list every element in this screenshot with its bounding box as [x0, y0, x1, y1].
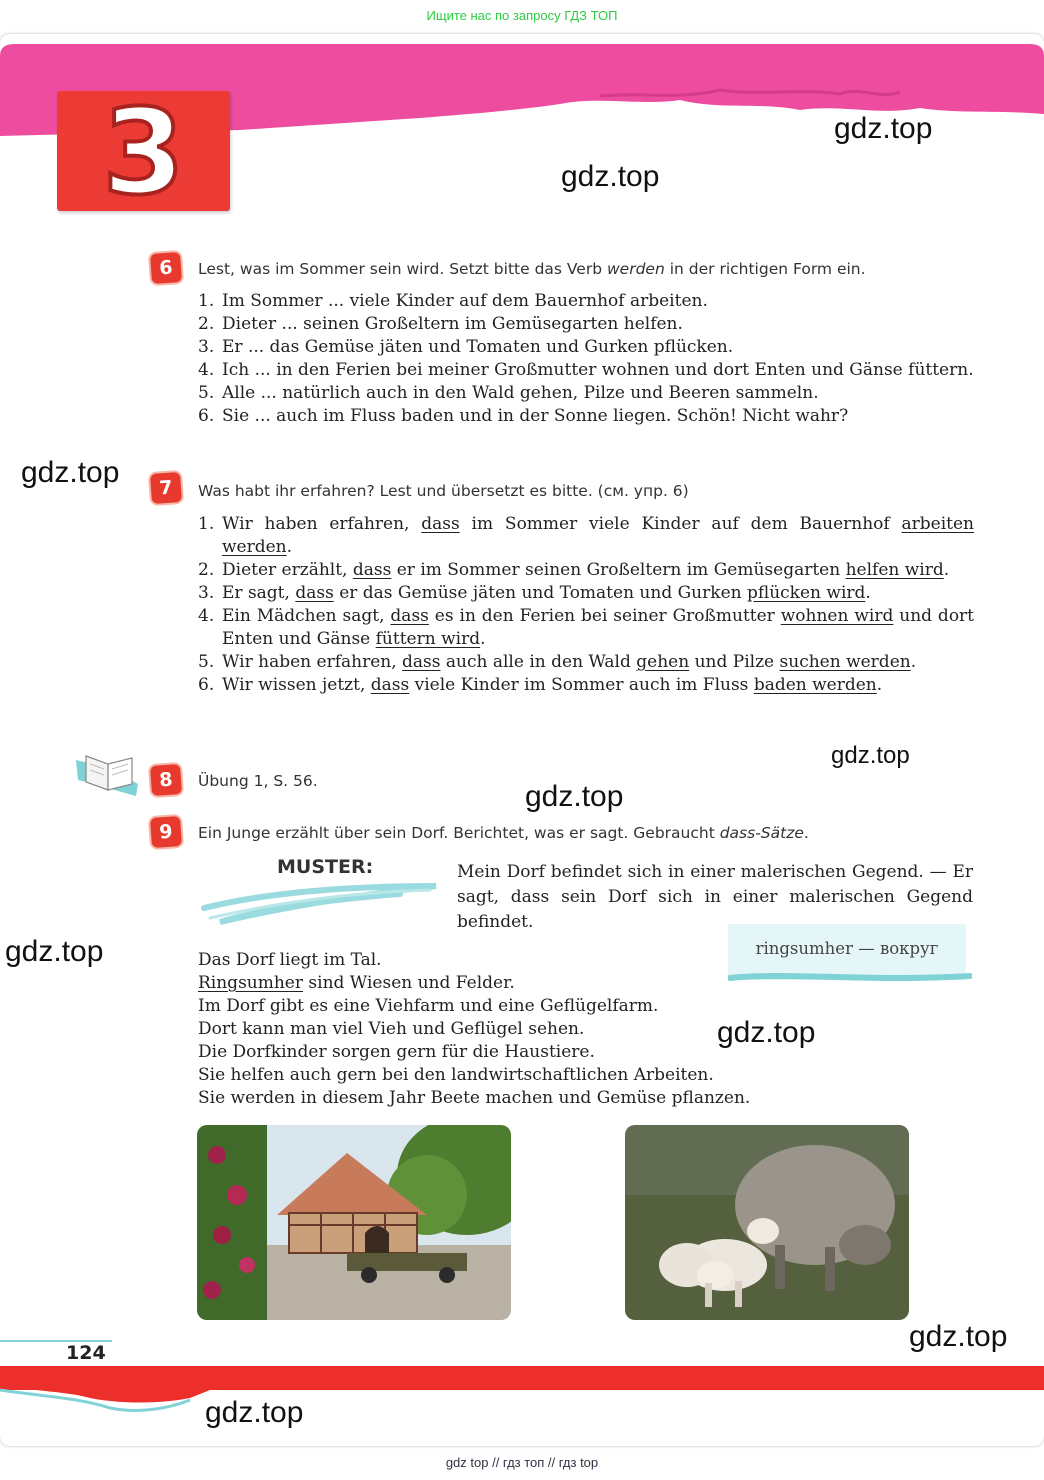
- text-fragment: es in den Ferien bei seiner Großmutter: [428, 606, 781, 626]
- item-number: 6.: [198, 406, 215, 426]
- barn-photo: [197, 1125, 511, 1320]
- text-fragment: .: [910, 652, 917, 672]
- story-line: [198, 1018, 838, 1041]
- list-item: [198, 513, 974, 559]
- item-number: 6.: [198, 675, 215, 695]
- list-item: [198, 336, 974, 359]
- text-fragment: und Pilze: [689, 652, 780, 672]
- underlined-word: füttern wird: [375, 629, 481, 649]
- item-number: 1.: [198, 291, 215, 311]
- underlined-word: helfen wird: [845, 560, 944, 580]
- watermark: gdz.top: [561, 160, 660, 193]
- top-note: Ищите нас по запросу ГДЗ ТОП: [426, 8, 618, 23]
- exercise-6-list: [198, 290, 974, 428]
- text-fragment: .: [480, 629, 486, 649]
- watermark: gdz.top: [909, 1320, 1008, 1353]
- item-number: 3.: [198, 337, 215, 357]
- underlined-word: suchen werden: [779, 652, 911, 672]
- text-fragment: sind Wiesen und Felder.: [303, 973, 515, 993]
- text-fragment: .: [865, 583, 871, 603]
- text-fragment: Dieter erzählt,: [222, 560, 353, 580]
- underlined-word: arbeiten werden: [222, 514, 974, 557]
- muster-text: Mein Dorf befindet sich in einer malerischen Gegend. — Er sagt, dass sein Dorf sich in einer malerischen Gegend befindet.: [457, 862, 973, 932]
- underlined-word: dass: [402, 652, 441, 672]
- item-number: 3.: [198, 583, 215, 603]
- text-fragment: Ein Mädchen sagt,: [222, 606, 391, 626]
- underlined-word: baden werden: [753, 675, 877, 695]
- text-fragment: und dort Enten und Gänse: [222, 606, 975, 649]
- list-item: [198, 382, 974, 405]
- list-item: [198, 290, 974, 313]
- exercise-6-instruction: Lest, was im Sommer sein wird. Setzt bitte das Verb werden in der richtigen Form ein.: [198, 260, 866, 278]
- text-fragment: er das Gemüse jäten und Tomaten und Gurken: [333, 583, 747, 603]
- underlined-word: gehen: [636, 652, 690, 672]
- text-fragment: Das Dorf liegt im Tal.: [198, 950, 382, 970]
- text-fragment: Er sagt,: [222, 583, 296, 603]
- vocab-text: ringsumher — вокруг: [755, 939, 939, 958]
- item-text: [222, 582, 974, 605]
- watermark: gdz.top: [834, 112, 933, 145]
- text-fragment: .: [876, 675, 883, 695]
- underlined-word: dass: [421, 514, 460, 534]
- item-number: 4.: [198, 606, 215, 626]
- item-number: 5.: [198, 383, 215, 403]
- exercise-7-badge: 7: [150, 472, 182, 504]
- text-fragment: er im Sommer seinen Großeltern im Gemüsegarten: [391, 560, 846, 580]
- exercise-8-instruction: Übung 1, S. 56.: [198, 772, 318, 790]
- text-fragment: Die Dorfkinder sorgen gern für die Haustiere.: [198, 1042, 595, 1062]
- item-number: 5.: [198, 652, 215, 672]
- story-line: [198, 1064, 838, 1087]
- underlined-word: dass: [390, 606, 429, 626]
- exercise-8-badge: 8: [150, 764, 182, 796]
- exercise-9-story: [198, 949, 838, 1110]
- underlined-word: wohnen wird: [780, 606, 894, 626]
- exercise-6-badge: 6: [150, 252, 182, 284]
- text-fragment: .: [943, 560, 950, 580]
- exercise-9-badge: 9: [150, 816, 182, 848]
- chapter-number: 3: [102, 83, 185, 221]
- item-text: Alle ... natürlich auch in den Wald gehen, Pilze und Beeren sammeln.: [222, 383, 819, 403]
- text-fragment: Wir haben erfahren,: [222, 514, 422, 534]
- list-item: [198, 582, 974, 605]
- item-number: 2.: [198, 560, 215, 580]
- watermark: gdz.top: [717, 1016, 816, 1049]
- item-text: Ich ... in den Ferien bei meiner Großmutter wohnen und dort Enten und Gänse füttern.: [222, 360, 974, 380]
- muster-brush-stroke: [200, 878, 440, 938]
- underlined-word: dass: [295, 583, 334, 603]
- muster-label: MUSTER:: [277, 856, 374, 878]
- underlined-word: pflücken wird: [746, 583, 866, 603]
- text-fragment: auch alle in den Wald: [440, 652, 637, 672]
- text-fragment: .: [286, 537, 293, 557]
- footer-band: [0, 1338, 1044, 1428]
- item-text: Er ... das Gemüse jäten und Tomaten und Gurken pflücken.: [222, 337, 734, 357]
- watermark: gdz.top: [205, 1396, 304, 1429]
- text-fragment: im Sommer viele Kinder auf dem Bauernhof: [459, 514, 902, 534]
- underlined-word: dass: [370, 675, 410, 695]
- list-item: [198, 674, 974, 697]
- item-text: [222, 605, 974, 651]
- text-fragment: Dort kann man viel Vieh und Geflügel sehen.: [198, 1019, 585, 1039]
- text-fragment: Wir wissen jetzt,: [222, 675, 371, 695]
- chapter-box: [57, 83, 230, 221]
- exercise-7-list: [198, 513, 974, 697]
- list-item: [198, 651, 974, 674]
- item-text: [222, 513, 974, 559]
- text-fragment: viele Kinder im Sommer auch im Fluss: [409, 675, 754, 695]
- story-line: [198, 949, 838, 972]
- item-text: Im Sommer ... viele Kinder auf dem Bauernhof arbeiten.: [222, 291, 708, 311]
- exercise-7-instruction: Was habt ihr erfahren? Lest und übersetzt es bitte. (см. упр. 6): [198, 482, 689, 500]
- watermark: gdz.top: [831, 742, 910, 769]
- list-item: [198, 313, 974, 336]
- underlined-word: dass: [352, 560, 392, 580]
- item-text: Dieter ... seinen Großeltern im Gemüsegarten helfen.: [222, 314, 683, 334]
- list-item: [198, 405, 974, 428]
- item-text: [222, 651, 974, 674]
- story-line: [198, 1041, 838, 1064]
- item-number: 2.: [198, 314, 215, 334]
- list-item: [198, 605, 974, 651]
- sheep-photo: [625, 1125, 909, 1320]
- page-number: 124: [66, 1342, 106, 1364]
- watermark: gdz.top: [5, 935, 104, 968]
- story-line: [198, 1087, 838, 1110]
- text-fragment: Sie helfen auch gern bei den landwirtschaftlichen Arbeiten.: [198, 1065, 714, 1085]
- watermark: gdz.top: [525, 780, 624, 813]
- item-number: 1.: [198, 514, 215, 534]
- item-number: 4.: [198, 360, 215, 380]
- story-line: [198, 972, 838, 995]
- list-item: [198, 359, 974, 382]
- open-book-icon: [74, 750, 142, 802]
- text-fragment: Im Dorf gibt es eine Viehfarm und eine Geflügelfarm.: [198, 996, 659, 1016]
- item-text: [222, 559, 974, 582]
- item-text: Sie ... auch im Fluss baden und in der Sonne liegen. Schön! Nicht wahr?: [222, 406, 849, 426]
- underlined-word: Ringsumher: [198, 973, 303, 993]
- text-fragment: Wir haben erfahren,: [222, 652, 403, 672]
- exercise-9-instruction: Ein Junge erzählt über sein Dorf. Berichtet, was er sagt. Gebraucht dass-Sätze.: [198, 824, 809, 842]
- bottom-note: gdz top // гдз топ // гдз top: [445, 1455, 599, 1470]
- watermark: gdz.top: [21, 456, 120, 489]
- list-item: [198, 559, 974, 582]
- text-fragment: Sie werden in diesem Jahr Beete machen und Gemüse pflanzen.: [198, 1088, 751, 1108]
- story-line: [198, 995, 838, 1018]
- item-text: [222, 674, 974, 697]
